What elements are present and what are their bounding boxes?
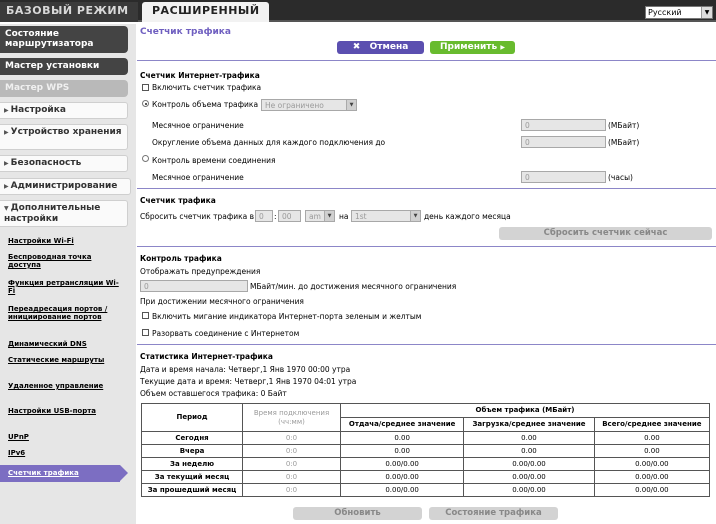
row-time: 0:0: [243, 432, 341, 445]
table-row: [142, 445, 710, 458]
row-download: 0.00: [464, 432, 594, 445]
row-period: За текущий месяц: [142, 471, 243, 484]
reset-now-button[interactable]: Сбросить счетчик сейчас: [499, 227, 712, 240]
sidebar-usb-storage[interactable]: [0, 124, 128, 150]
ampm-value: am: [309, 212, 321, 221]
traffic-status-button[interactable]: Состояние трафика: [429, 507, 558, 520]
rounding-input[interactable]: 0: [521, 136, 606, 148]
top-bar: [0, 0, 716, 22]
rounding-unit: (МБайт): [608, 138, 640, 147]
row-download: 0.00: [464, 445, 594, 458]
ampm-select[interactable]: [305, 210, 335, 222]
table-row: [142, 471, 710, 484]
enable-meter-label: Включить счетчик трафика: [152, 83, 262, 92]
blink-label: Включить мигание индикатора Интернет-порта зеленым и желтым: [152, 312, 422, 321]
sidebar-sub-repeater[interactable]: Функция ретрансляции Wi-Fi: [8, 279, 119, 295]
time-limit-unit: (часы): [608, 173, 633, 182]
triangle-right-icon: ▶: [4, 160, 9, 167]
triangle-right-icon: ▶: [4, 183, 9, 190]
sidebar: [0, 24, 136, 524]
sidebar-wps-wizard[interactable]: Мастер WPS: [0, 80, 128, 97]
on-reach-label: При достижении месячного ограничения: [140, 297, 304, 306]
volume-control-label: Контроль объема трафика: [152, 100, 259, 109]
monthly-limit-unit: (МБайт): [608, 121, 640, 130]
table-row: [142, 432, 710, 445]
download-header: Загрузка/среднее значение: [464, 418, 594, 432]
stats-start: Дата и время начала: Четверг,1 Янв 1970 00:00 утра: [140, 365, 351, 374]
enable-meter-checkbox[interactable]: [142, 84, 149, 91]
sidebar-sub-upnp[interactable]: UPnP: [8, 433, 29, 441]
stats-current: Текущие дата и время: Четверг,1 Янв 1970 04:01 утра: [140, 377, 357, 386]
row-download: 0.00/0.00: [464, 484, 594, 497]
sidebar-usb-storage-label: Устройство хранения: [10, 127, 122, 137]
page-title: Счетчик трафика: [140, 27, 231, 37]
blink-checkbox[interactable]: [142, 312, 149, 319]
close-icon: ✖: [352, 42, 361, 52]
each-month-label: день каждого месяца: [424, 212, 511, 221]
row-download: 0.00/0.00: [464, 471, 594, 484]
sidebar-advanced-setup[interactable]: [0, 200, 128, 227]
on-label: на: [339, 212, 349, 221]
volume-limit-select[interactable]: [261, 99, 357, 111]
sidebar-sub-ap[interactable]: Беспроводная точка доступа: [8, 253, 92, 269]
stats-title: Статистика Интернет-трафика: [140, 352, 273, 361]
sidebar-sub-usb[interactable]: Настройки USB-порта: [8, 407, 97, 415]
chevron-down-icon: ▼: [701, 7, 712, 18]
divider: [137, 246, 716, 247]
volume-control-radio[interactable]: [142, 100, 149, 107]
table-header-row: [142, 404, 710, 418]
sidebar-security-label: Безопасность: [10, 158, 82, 168]
language-selected: Русский: [648, 8, 682, 17]
sidebar-sub-static-routes[interactable]: Статические маршруты: [8, 356, 105, 364]
table-row: [142, 458, 710, 471]
row-time: 0:0: [243, 445, 341, 458]
time-control-radio[interactable]: [142, 155, 149, 162]
table-row: [142, 484, 710, 497]
total-header: Всего/среднее значение: [594, 418, 709, 432]
row-upload: 0.00: [341, 445, 464, 458]
time-limit-label: Месячное ограничение: [152, 173, 244, 182]
reset-at-label: Сбросить счетчик трафика в: [140, 212, 255, 221]
arrow-right-icon: ▶: [500, 44, 505, 51]
period-header: Период: [142, 404, 243, 432]
row-period: Сегодня: [142, 432, 243, 445]
triangle-right-icon: ▶: [4, 129, 9, 136]
reset-hour-input[interactable]: 0: [255, 210, 273, 222]
sidebar-sub-remote[interactable]: Удаленное управление: [8, 382, 104, 390]
volume-limit-value: Не ограничено: [265, 101, 324, 110]
row-period: За неделю: [142, 458, 243, 471]
main-content: [137, 24, 716, 524]
row-period: Вчера: [142, 445, 243, 458]
warning-input[interactable]: 0: [140, 280, 248, 292]
reset-day-value: 1st: [355, 212, 367, 221]
stats-table: [141, 403, 710, 497]
row-upload: 0.00/0.00: [341, 471, 464, 484]
divider: [137, 60, 716, 61]
row-total: 0.00: [594, 445, 709, 458]
cancel-button[interactable]: [337, 41, 424, 54]
upload-header: Отдача/среднее значение: [341, 418, 464, 432]
apply-button[interactable]: [430, 41, 515, 54]
sidebar-router-status[interactable]: Состояние маршрутизатора: [0, 26, 128, 53]
row-period: За прошедший месяц: [142, 484, 243, 497]
control-title: Контроль трафика: [140, 254, 222, 263]
sidebar-sub-port-forwarding[interactable]: Переадресация портов / инициирование портов: [8, 305, 108, 321]
row-total: 0.00/0.00: [594, 471, 709, 484]
warning-suffix: МБайт/мин. до достижения месячного ограничения: [250, 282, 457, 291]
apply-label: Применить: [440, 42, 498, 52]
internet-meter-title: Счетчик Интернет-трафика: [140, 71, 260, 80]
divider: [137, 344, 716, 345]
row-time: 0:0: [243, 458, 341, 471]
conn-time-header: Время подключения (чч:мм): [243, 404, 341, 432]
volume-header: Объем трафика (МБайт): [341, 404, 710, 418]
sidebar-setup-label: Настройка: [10, 105, 66, 115]
row-time: 0:0: [243, 471, 341, 484]
cancel-label: Отмена: [369, 42, 409, 52]
show-warning-label: Отображать предупреждения: [140, 267, 261, 276]
row-upload: 0.00/0.00: [341, 458, 464, 471]
meter-title: Счетчик трафика: [140, 196, 216, 205]
sidebar-security[interactable]: [0, 155, 128, 172]
chevron-down-icon: ▼: [324, 211, 334, 221]
sidebar-sub-wifi[interactable]: Настройки Wi-Fi: [8, 237, 74, 245]
triangle-right-icon: ▶: [4, 107, 9, 114]
row-upload: 0.00: [341, 432, 464, 445]
tab-basic[interactable]: БАЗОВЫЙ РЕЖИМ: [0, 2, 138, 22]
sidebar-setup[interactable]: [0, 102, 128, 119]
time-limit-input[interactable]: 0: [521, 171, 606, 183]
monthly-limit-input[interactable]: 0: [521, 119, 606, 131]
rounding-label: Округление объема данных для каждого подключения до: [152, 138, 386, 147]
row-total: 0.00: [594, 432, 709, 445]
chevron-down-icon: ▼: [410, 211, 420, 221]
triangle-down-icon: ▼: [4, 205, 9, 212]
refresh-button[interactable]: Обновить: [293, 507, 422, 520]
row-time: 0:0: [243, 484, 341, 497]
row-total: 0.00/0.00: [594, 484, 709, 497]
row-total: 0.00/0.00: [594, 458, 709, 471]
disconnect-checkbox[interactable]: [142, 329, 149, 336]
sidebar-sub-traffic-meter[interactable]: Счетчик трафика: [0, 465, 120, 482]
disconnect-label: Разорвать соединение с Интернетом: [152, 329, 300, 338]
language-select[interactable]: [645, 6, 713, 19]
sidebar-administration[interactable]: [0, 178, 131, 195]
tab-advanced[interactable]: РАСШИРЕННЫЙ: [142, 2, 269, 22]
time-separator: :: [274, 212, 277, 221]
sidebar-administration-label: Администрирование: [10, 181, 118, 191]
row-download: 0.00/0.00: [464, 458, 594, 471]
chevron-down-icon: ▼: [346, 100, 356, 110]
sidebar-advanced-setup-label: Дополнительные настройки: [4, 203, 101, 224]
reset-minute-input[interactable]: 00: [278, 210, 301, 222]
sidebar-sub-ipv6[interactable]: IPv6: [8, 449, 26, 457]
row-upload: 0.00/0.00: [341, 484, 464, 497]
sidebar-setup-wizard[interactable]: Мастер установки: [0, 58, 128, 75]
monthly-limit-label: Месячное ограничение: [152, 121, 244, 130]
stats-remaining: Объем оставшегося трафика: 0 Байт: [140, 389, 287, 398]
sidebar-sub-ddns[interactable]: Динамический DNS: [8, 340, 87, 348]
time-control-label: Контроль времени соединения: [152, 156, 276, 165]
divider: [137, 188, 716, 189]
reset-day-select[interactable]: [351, 210, 421, 222]
